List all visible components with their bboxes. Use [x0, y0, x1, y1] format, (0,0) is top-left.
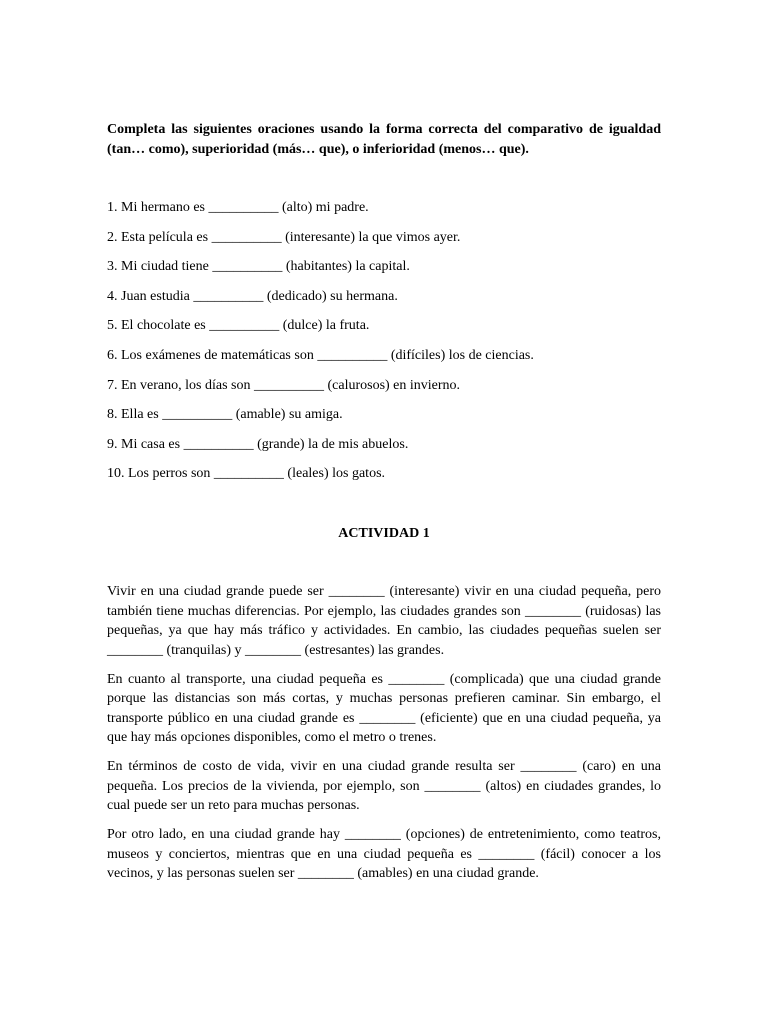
- exercise-item: 10. Los perros son __________ (leales) los gatos.: [107, 466, 386, 482]
- exercise-item: 7. En verano, los días son __________ (calurosos) en invierno.: [107, 377, 461, 393]
- exercise-item: 5. El chocolate es __________ (dulce) la fruta.: [107, 318, 370, 334]
- exercise-item: 4. Juan estudia __________ (dedicado) su hermana.: [107, 288, 398, 304]
- exercise-item: 6. Los exámenes de matemáticas son __________ (difíciles) los de ciencias.: [107, 347, 534, 363]
- exercise-item: 8. Ella es __________ (amable) su amiga.: [107, 407, 343, 423]
- exercise-item: 9. Mi casa es __________ (grande) la de mis abuelos.: [107, 436, 409, 452]
- document-page: [107, 0, 661, 1024]
- passage-paragraph: Por otro lado, en una ciudad grande hay ________ (opciones) de entretenimiento, como teatros, museos y conciertos, mientras que en una ciudad pequeña es ________ (fácil) conocer a los vecinos, y las personas suelen ser ________ (amables) en una ciudad grande.: [107, 827, 661, 881]
- passage-paragraph: En cuanto al transporte, una ciudad pequeña es ________ (complicada) que una ciudad grande porque las distancias son más cortas, y muchas personas prefieren caminar. Sin embargo, el transporte público en una ciudad grande es ________ (eficiente) que en una ciudad pequeña, ya que hay más opciones disponibles, como el metro o trenes.: [107, 671, 661, 745]
- passage-paragraph: En términos de costo de vida, vivir en una ciudad grande resulta ser ________ (caro) en una pequeña. Los precios de la vivienda, por ejemplo, son ________ (altos) en ciudades grandes, lo cual puede ser un reto para muchas personas.: [107, 759, 661, 813]
- exercise-item: 1. Mi hermano es __________ (alto) mi padre.: [107, 200, 369, 215]
- exercise-list: [107, 198, 661, 494]
- exercise-item: 3. Mi ciudad tiene __________ (habitantes) la capital.: [107, 259, 410, 275]
- activity-passage: [107, 582, 661, 893]
- instructions-text: Completa las siguientes oraciones usando la forma correcta del comparativo de igualdad (tan… como), superioridad (más… que), o inferioridad (menos… que).: [107, 122, 661, 157]
- activity-title: ACTIVIDAD 1: [338, 526, 430, 541]
- exercise-item: 2. Esta película es __________ (interesante) la que vimos ayer.: [107, 229, 461, 245]
- passage-paragraph: Vivir en una ciudad grande puede ser ________ (interesante) vivir en una ciudad pequeña, pero también tiene muchas diferencias. Por ejemplo, las ciudades grandes son ________ (ruidosas) las pequeñas, ya que hay más tráfico y actividades. En cambio, las ciudades pequeñas suelen ser ________ (tranquilas) y ________ (estresantes) las grandes.: [107, 584, 661, 658]
